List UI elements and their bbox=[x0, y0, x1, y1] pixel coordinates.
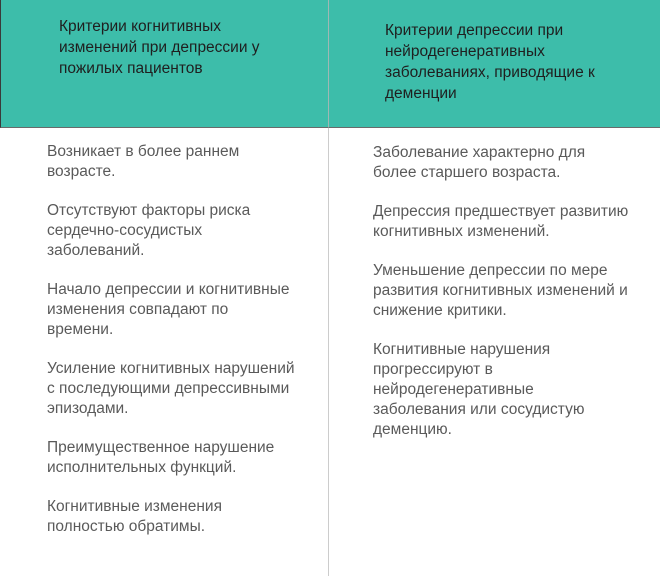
right-criterion: Когнитивные нарушения прогрессируют в нейродегенеративные заболевания или сосудистую деменцию. bbox=[373, 341, 585, 438]
right-criterion: Заболевание характерно для более старшего возраста. bbox=[373, 144, 586, 181]
header-cell-left bbox=[0, 0, 329, 128]
left-criterion: Преимущественное нарушение исполнительных функций. bbox=[47, 439, 275, 476]
left-criterion: Усиление когнитивных нарушений с последующими депрессивными эпизодами. bbox=[47, 360, 295, 417]
left-criterion: Начало депрессии и когнитивные изменения совпадают по времени. bbox=[47, 281, 290, 338]
left-criterion: Отсутствуют факторы риска сердечно-сосудистых заболеваний. bbox=[47, 202, 251, 259]
right-criterion: Депрессия предшествует развитию когнитивных изменений. bbox=[373, 203, 629, 240]
right-criterion: Уменьшение депрессии по мере развития когнитивных изменений и снижение критики. bbox=[373, 262, 628, 319]
left-criterion: Когнитивные изменения полностью обратимы. bbox=[47, 498, 222, 535]
body-cell-left bbox=[0, 128, 329, 576]
header-left-text: Критерии когнитивных изменений при депрессии у пожилых пациентов bbox=[59, 18, 260, 77]
header-right-text: Критерии депрессии при нейродегенеративных заболеваниях, приводящие к деменции bbox=[385, 22, 595, 102]
body-cell-right bbox=[329, 128, 660, 576]
left-criterion: Возникает в более раннем возрасте. bbox=[47, 143, 240, 180]
header-cell-right bbox=[329, 0, 660, 128]
